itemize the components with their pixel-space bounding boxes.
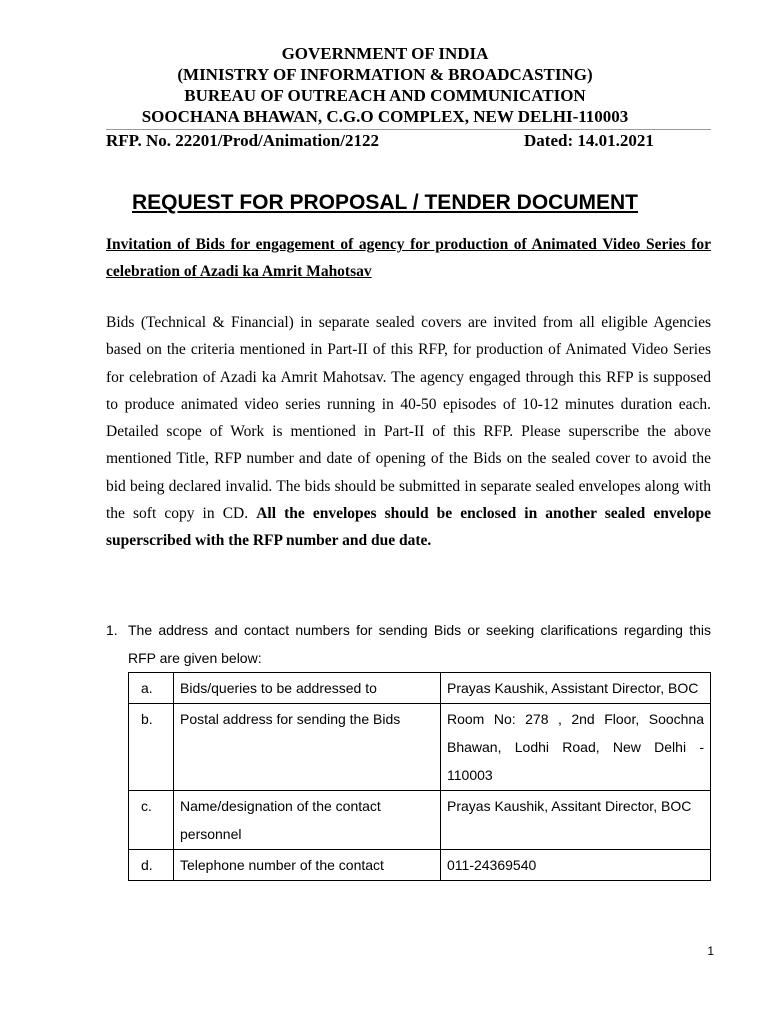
row-label: c. xyxy=(129,791,174,850)
document-title: REQUEST FOR PROPOSAL / TENDER DOCUMENT xyxy=(132,191,638,214)
row-field: Postal address for sending the Bids xyxy=(174,704,441,791)
rfp-number: RFP. No. 22201/Prod/Animation/2122 xyxy=(106,131,379,150)
header-government: GOVERNMENT OF INDIA xyxy=(281,44,489,63)
row-label: d. xyxy=(129,850,174,881)
table-row xyxy=(129,704,711,791)
list-item-number: 1. xyxy=(106,622,118,638)
list-item-text: The address and contact numbers for sending Bids or seeking clarifications regarding this RFP are given below: xyxy=(128,622,711,666)
list-item-contact-info xyxy=(106,616,711,672)
bids-paragraph-text: Bids (Technical & Financial) in separate sealed covers are invited from all eligible Agencies based on the criteria mentioned in Part-II of this RFP, for production of Animated Video Series for celebration of Azadi ka Amrit Mahotsav. The agency engaged through this RFP is supposed to produce animated video series running in 40-50 episodes of 10-12 minutes duration each. Detailed scope of Work is mentioned in Part-II of this RFP. Please superscribe the above mentioned Title, RFP number and date of opening of the Bids on the sealed cover to avoid the bid being declared invalid. The bids should be submitted in separate sealed envelopes along with the soft copy in CD. xyxy=(106,314,711,523)
row-label: a. xyxy=(129,673,174,704)
invitation-heading: Invitation of Bids for engagement of agency for production of Animated Video Series for celebration of Azadi ka Amrit Mahotsav xyxy=(106,236,711,281)
row-field: Name/designation of the contact personnel xyxy=(174,791,441,850)
row-field: Bids/queries to be addressed to xyxy=(174,673,441,704)
header-address: SOOCHANA BHAWAN, C.G.O COMPLEX, NEW DELHI-110003 xyxy=(141,107,629,126)
bids-paragraph xyxy=(106,309,711,555)
table-row xyxy=(129,850,711,881)
rfp-date: Dated: 14.01.2021 xyxy=(524,131,654,150)
table-row xyxy=(129,791,711,850)
bids-paragraph-emphasis: All the envelopes should be enclosed in another sealed envelope superscribed with the RFP number and due date. xyxy=(106,505,712,550)
header-bureau: BUREAU OF OUTREACH AND COMMUNICATION xyxy=(184,86,586,105)
header-ministry: (MINISTRY OF INFORMATION & BROADCASTING) xyxy=(177,65,593,84)
table-row xyxy=(129,673,711,704)
row-value: Prayas Kaushik, Assistant Director, BOC xyxy=(441,673,711,704)
page-number: 1 xyxy=(707,944,714,958)
row-field: Telephone number of the contact xyxy=(174,850,441,881)
header-divider xyxy=(106,129,711,130)
contact-table xyxy=(128,672,711,881)
row-value: Room No: 278 , 2nd Floor, Soochna Bhawan, Lodhi Road, New Delhi - 110003 xyxy=(441,704,711,791)
row-value: Prayas Kaushik, Assitant Director, BOC xyxy=(441,791,711,850)
row-label: b. xyxy=(129,704,174,791)
row-value: 011-24369540 xyxy=(441,850,711,881)
